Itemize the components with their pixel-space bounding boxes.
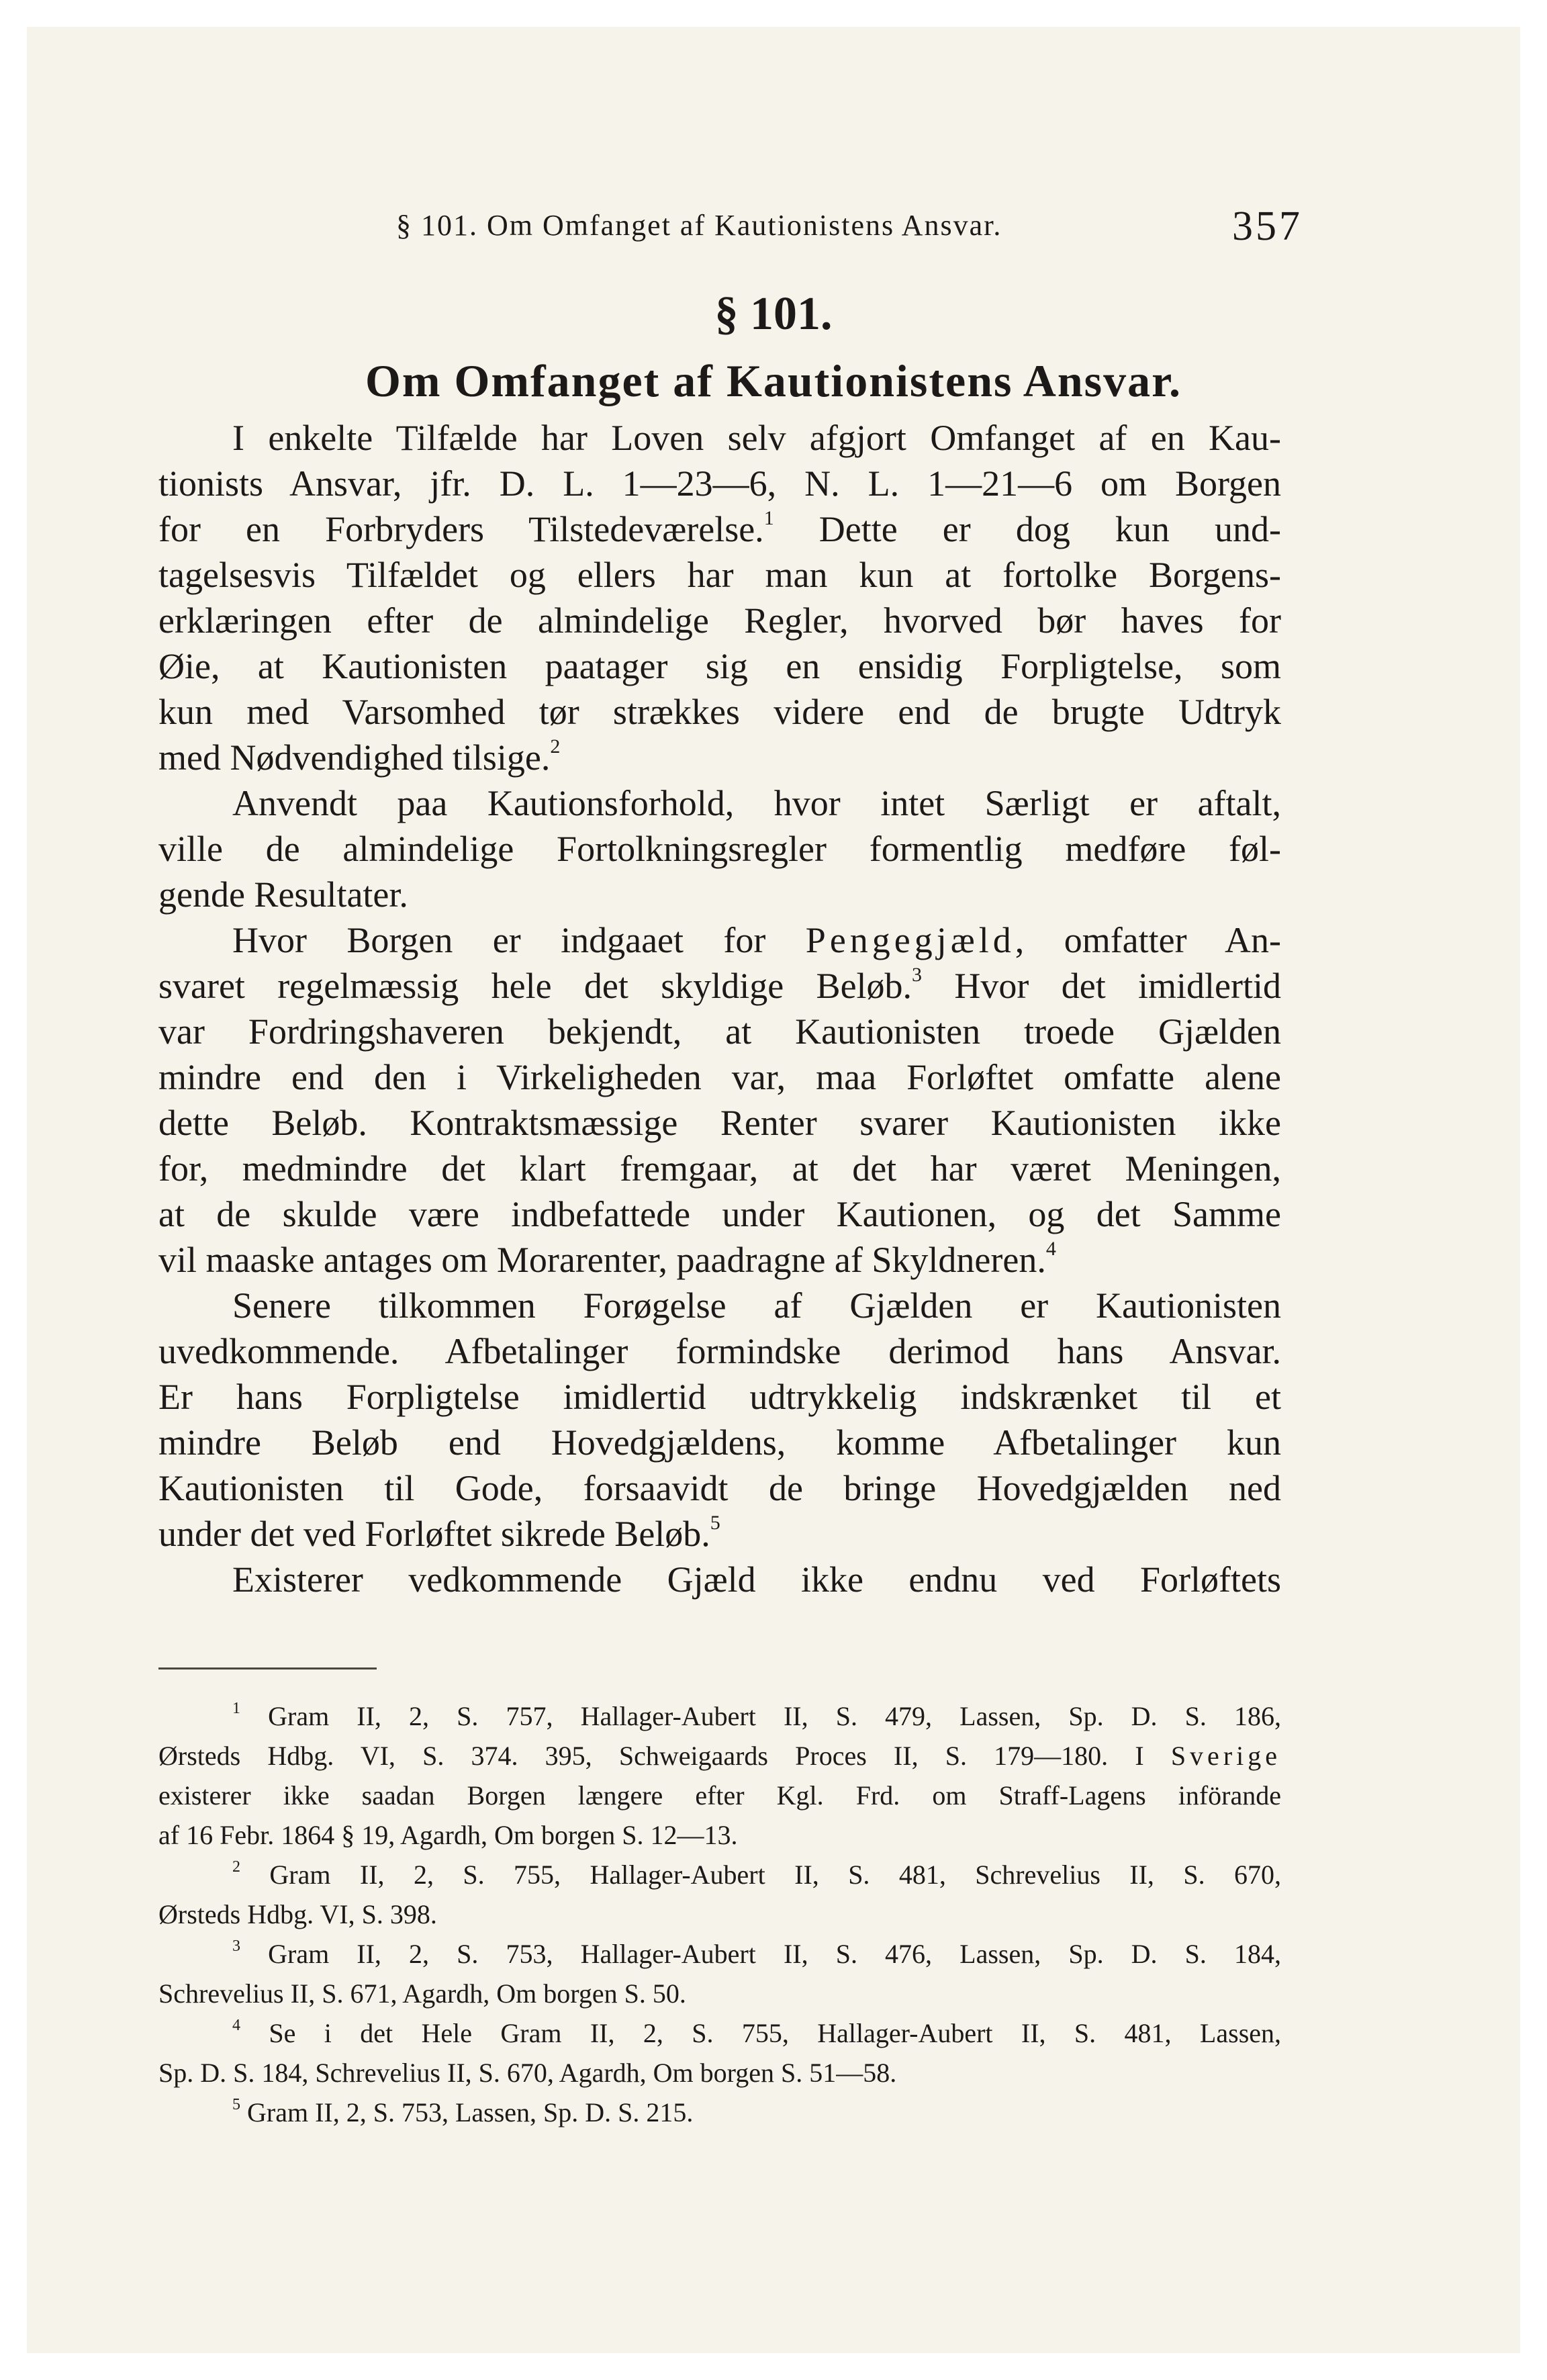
- footnote-text: af 16 Febr. 1864 § 19, Agardh, Om borgen S. 12—13.: [158, 1820, 738, 1850]
- footnote-ref: 3: [912, 964, 923, 986]
- body-line-text: Dette er dog kun und-: [774, 509, 1281, 549]
- page-number: 357: [1232, 203, 1303, 249]
- body-line-text: svaret regelmæssig hele det skyldige Beløb.: [158, 966, 912, 1006]
- body-line-text: mindre end den i Virkeligheden var, maa Forløftet omfatte alene: [158, 1057, 1281, 1097]
- footnote-ref: 5: [710, 1512, 720, 1534]
- body-line-text: for, medmindre det klart fremgaar, at det har været Meningen,: [158, 1148, 1281, 1189]
- body-line: [158, 643, 1281, 689]
- footnote-line: [158, 1974, 1281, 2013]
- body-line-text: erklæringen efter de almindelige Regler, hvorved bør haves for: [158, 600, 1281, 641]
- footnote-mark: 4: [232, 2016, 240, 2034]
- body-line-text: dette Beløb. Kontraktsmæssige Renter svarer Kautionisten ikke: [158, 1103, 1281, 1143]
- footnote-mark: 5: [232, 2095, 240, 2113]
- body-line-text: uvedkommende. Afbetalinger formindske derimod hans Ansvar.: [158, 1331, 1281, 1371]
- footnote-line: [158, 2013, 1281, 2053]
- footnote-text: Se i det Hele Gram II, 2, S. 755, Hallager-Aubert II, S. 481, Lassen,: [269, 2018, 1282, 2048]
- footnote-ref: 4: [1045, 1238, 1056, 1260]
- footnote-text: Schrevelius II, S. 671, Agardh, Om borgen S. 50.: [158, 1978, 686, 2009]
- footnote-text: Ørsteds Hdbg. VI, S. 398.: [158, 1899, 437, 1929]
- footnote-text: Gram II, 2, S. 753, Lassen, Sp. D. S. 215.: [247, 2097, 694, 2127]
- footnote-line: [158, 2093, 1281, 2132]
- body-line: [158, 1146, 1281, 1191]
- body-line-text: Anvendt paa Kautionsforhold, hvor intet Særligt er aftalt,: [232, 783, 1281, 823]
- body-line-text: Øie, at Kautionisten paatager sig en ensidig Forpligtelse, som: [158, 646, 1281, 686]
- footnote-mark: 2: [232, 1858, 240, 1876]
- spaced-emphasis: Pengegjæld: [805, 920, 1015, 960]
- body-line: [158, 598, 1281, 643]
- spaced-emphasis: Sverige: [1170, 1741, 1281, 1771]
- body-line: [158, 1054, 1281, 1100]
- body-line: [158, 872, 1281, 917]
- body-line-text: tionists Ansvar, jfr. D. L. 1—23—6, N. L. 1—21—6 om Borgen: [158, 463, 1281, 504]
- body-line-text: Hvor det imidlertid: [922, 966, 1282, 1006]
- running-head: [396, 203, 1303, 257]
- footnote-text: Sp. D. S. 184, Schrevelius II, S. 670, Agardh, Om borgen S. 51—58.: [158, 2058, 897, 2088]
- body-line: [158, 1328, 1281, 1374]
- footnote-line: [158, 1815, 1281, 1855]
- book-page: [27, 27, 1520, 2353]
- footnote-mark: 1: [232, 1699, 240, 1717]
- body-line-text: Kautionisten til Gode, forsaavidt de bringe Hovedgjælden ned: [158, 1468, 1281, 1508]
- body-line-text: var Fordringshaveren bekjendt, at Kautionisten troede Gjælden: [158, 1011, 1281, 1052]
- body-line: [158, 461, 1281, 506]
- footnote-text: existerer ikke saadan Borgen længere efter Kgl. Frd. om Straff-Lagens införande: [158, 1780, 1281, 1811]
- body-line-text: Existerer vedkommende Gjæld ikke endnu ved Forløftets: [232, 1559, 1281, 1600]
- body-line: [158, 1100, 1281, 1146]
- footnotes: [158, 1696, 1281, 2132]
- body-line-text: at de skulde være indbefattede under Kautionen, og det Samme: [158, 1194, 1281, 1234]
- body-line-text: mindre Beløb end Hovedgjældens, komme Afbetalinger kun: [158, 1422, 1281, 1463]
- body-line-text: vil maaske antages om Morarenter, paadragne af Skyldneren.: [158, 1240, 1046, 1280]
- footnote-line: [158, 1855, 1281, 1894]
- running-head-title: § 101. Om Omfanget af Kautionistens Ansvar.: [396, 209, 1002, 242]
- footnote-divider: [158, 1667, 377, 1669]
- body-line: [158, 415, 1281, 461]
- body-line: [158, 1374, 1281, 1420]
- section-number: § 101.: [714, 288, 833, 340]
- body-line-text: for en Forbryders Tilstedeværelse.: [158, 509, 764, 549]
- body-line: [158, 1420, 1281, 1465]
- footnote-text: Gram II, 2, S. 757, Hallager-Aubert II, S. 479, Lassen, Sp. D. S. 186,: [268, 1701, 1282, 1731]
- body-line: [158, 1511, 1281, 1557]
- body-line: [158, 1283, 1281, 1328]
- footnote-line: [158, 1736, 1281, 1776]
- body-line: [158, 1465, 1281, 1511]
- body-line: [158, 1191, 1281, 1237]
- body-line: [158, 1237, 1281, 1283]
- body-line-text: ville de almindelige Fortolkningsregler formentlig medføre føl-: [158, 829, 1281, 869]
- footnote-line: [158, 1776, 1281, 1815]
- body-line: [158, 689, 1281, 735]
- body-line: [158, 917, 1281, 963]
- body-line-text: Er hans Forpligtelse imidlertid udtrykkelig indskrænket til et: [158, 1377, 1281, 1417]
- body-line-text: gende Resultater.: [158, 874, 408, 915]
- footnote-line: [158, 1894, 1281, 1934]
- footnote-mark: 3: [232, 1937, 240, 1955]
- body-line-text: med Nødvendighed tilsige.: [158, 737, 551, 778]
- footnote-ref: 1: [763, 507, 774, 529]
- body-line: [158, 735, 1281, 780]
- body-line: [158, 1557, 1281, 1602]
- footnote-text: Ørsteds Hdbg. VI, S. 374. 395, Schweigaards Proces II, S. 179—180. I: [158, 1741, 1144, 1771]
- footnote-line: [158, 1934, 1281, 1974]
- body-line: [158, 826, 1281, 872]
- body-line-text: Hvor Borgen er indgaaet for: [232, 920, 806, 960]
- body-line-text: kun med Varsomhed tør strækkes videre end de brugte Udtryk: [158, 692, 1281, 732]
- body-line: [158, 506, 1281, 552]
- footnote-ref: 2: [550, 735, 561, 758]
- body-line-text: I enkelte Tilfælde har Loven selv afgjort Omfanget af en Kau-: [232, 418, 1281, 458]
- body-line-text: tagelsesvis Tilfældet og ellers har man kun at fortolke Borgens-: [158, 555, 1281, 595]
- section-title: Om Omfanget af Kautionistens Ansvar.: [365, 355, 1182, 406]
- body-line: [158, 1009, 1281, 1054]
- footnote-line: [158, 2053, 1281, 2093]
- body-line: [158, 963, 1281, 1009]
- body-line: [158, 780, 1281, 826]
- footnote-text: Gram II, 2, S. 755, Hallager-Aubert II, S. 481, Schrevelius II, S. 670,: [269, 1860, 1281, 1890]
- body-line-text: under det ved Forløftet sikrede Beløb.: [158, 1514, 710, 1554]
- body-line-text: , omfatter An-: [1015, 920, 1282, 960]
- footnote-line: [158, 1696, 1281, 1736]
- body-line: [158, 552, 1281, 598]
- footnote-text: Gram II, 2, S. 753, Hallager-Aubert II, S. 476, Lassen, Sp. D. S. 184,: [268, 1939, 1282, 1969]
- body-line-text: Senere tilkommen Forøgelse af Gjælden er Kautionisten: [232, 1285, 1281, 1326]
- body-text: [158, 415, 1281, 1602]
